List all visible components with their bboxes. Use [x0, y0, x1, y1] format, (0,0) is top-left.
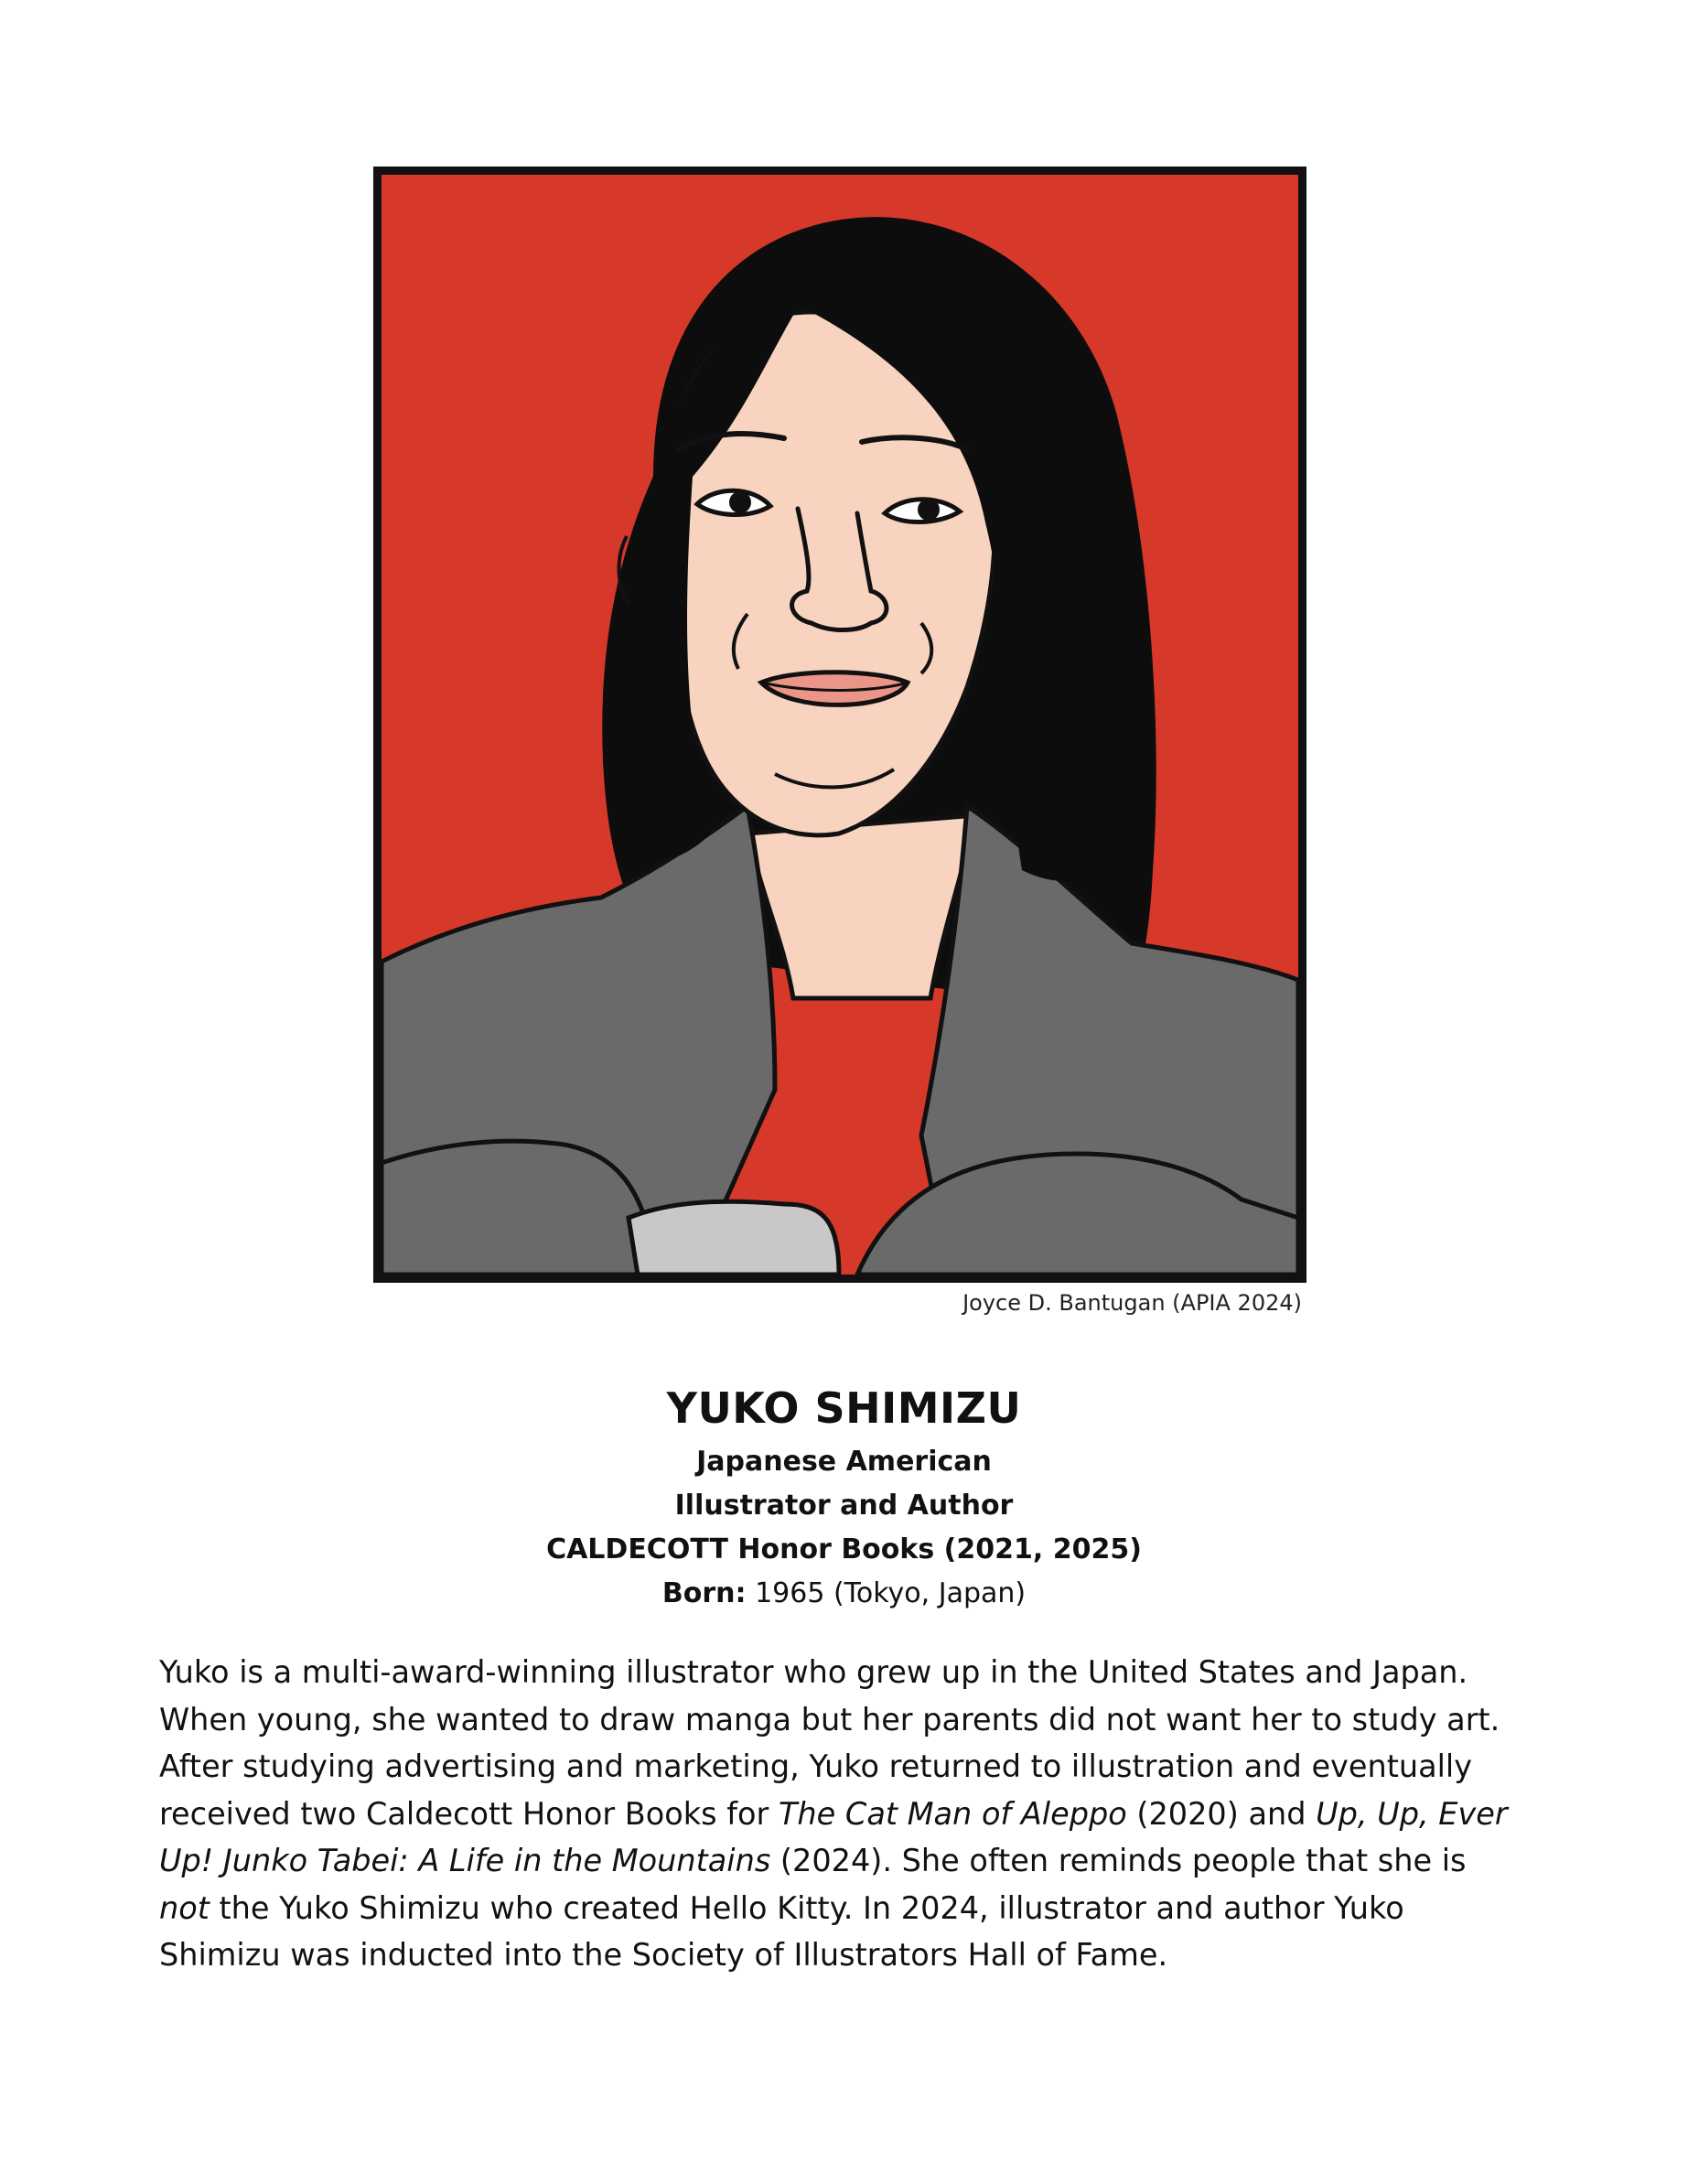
bio-line-7: Shimizu was inducted into the Society of Illustrators Hall of Fame. [159, 1937, 1168, 1973]
bio-line-1: Yuko is a multi-award-winning illustrator who grew up in the United States and Japan. [159, 1654, 1468, 1690]
portrait-drawing [382, 175, 1298, 1275]
bio-text: received two Caldecott Honor Books for [159, 1795, 779, 1832]
book-title-up-up-ever-up: Up, Up, Ever [1316, 1795, 1508, 1832]
shirt [629, 1201, 839, 1275]
person-name: YUKO SHIMIZU [666, 1383, 1022, 1433]
born-label: Born: [661, 1577, 747, 1609]
illustration-credit: Joyce D. Bantugan (APIA 2024) [962, 1290, 1302, 1316]
bio-line-6 [159, 1885, 1559, 1932]
biography [159, 1649, 1559, 1979]
bio-text: the Yuko Shimizu who created Hello Kitty. In 2024, illustrator and author Yuko [209, 1889, 1404, 1926]
bio-line-3: After studying advertising and marketing, Yuko returned to illustration and eventually [159, 1748, 1473, 1784]
emphasis-not: not [159, 1889, 210, 1926]
bio-paragraph [159, 1649, 1559, 1979]
book-title-up-up-ever-up-cont: Up! Junko Tabei: A Life in the Mountains [159, 1843, 771, 1878]
profile-header [0, 1383, 1688, 1616]
bio-text: (2020) and [1126, 1795, 1317, 1832]
heritage: Japanese American [696, 1446, 992, 1478]
bio-line-2: When young, she wanted to draw manga but her parents did not want her to study art. [159, 1701, 1500, 1738]
bio-line-5 [159, 1837, 1559, 1885]
portrait-illustration [373, 167, 1306, 1283]
awards: CALDECOTT Honor Books (2021, 2025) [546, 1533, 1142, 1565]
pupil-left [729, 491, 751, 513]
born-value: 1965 (Tokyo, Japan) [746, 1577, 1027, 1609]
role: Illustrator and Author [674, 1490, 1014, 1522]
born-line [0, 1572, 1688, 1616]
bio-text: (2024). She often reminds people that she is [770, 1843, 1467, 1878]
book-title-cat-man: The Cat Man of Aleppo [778, 1795, 1127, 1832]
pupil-right [918, 499, 940, 521]
bio-line-4 [159, 1791, 1559, 1838]
